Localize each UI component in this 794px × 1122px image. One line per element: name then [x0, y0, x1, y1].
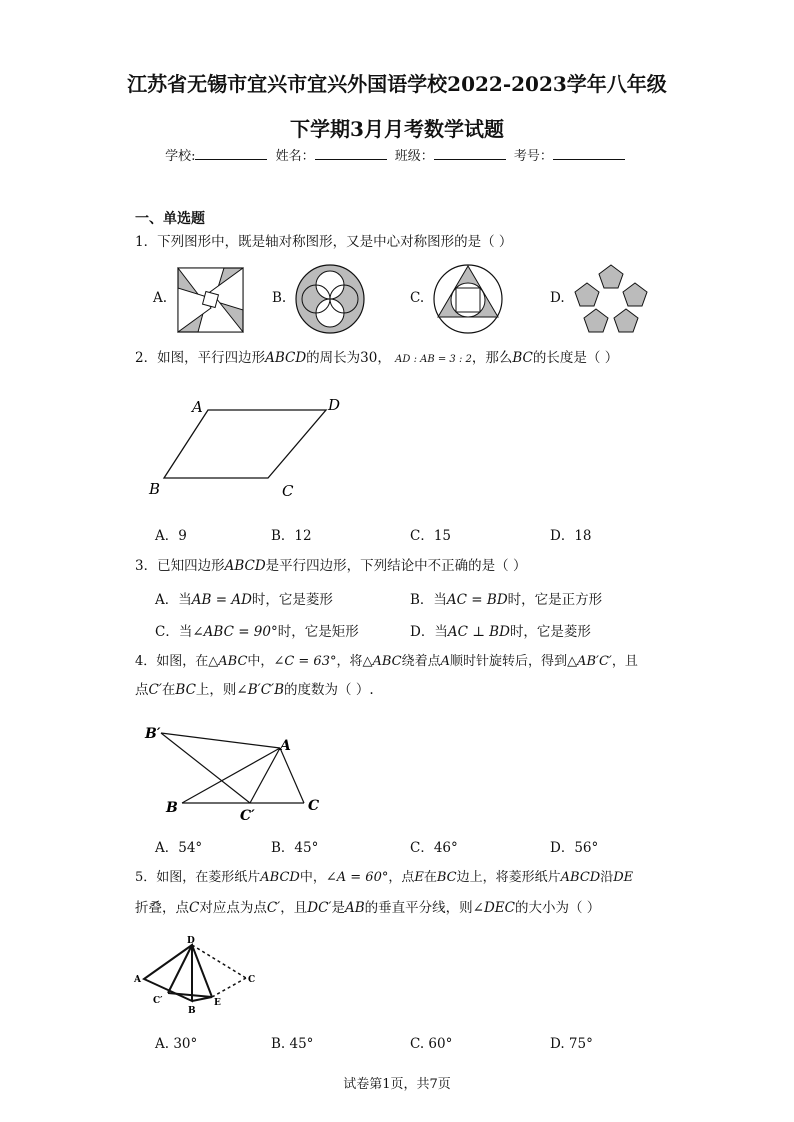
q2-option-d: D．18 — [550, 528, 592, 544]
q5-text: 沿 — [600, 870, 614, 885]
q3-abcd: ABCD — [224, 558, 266, 574]
q5-label-c-prime: C′ — [153, 996, 163, 1006]
q5-text: 折叠，点 — [135, 900, 189, 916]
q2-label-c: C — [282, 482, 294, 500]
q3-stem-part: 3．已知四边形 — [135, 558, 225, 574]
q4-text: ，将 — [336, 654, 363, 669]
q3-option-c — [155, 620, 359, 640]
class-label: 班级： — [394, 149, 434, 164]
q1-option-b-label: B. — [272, 290, 287, 306]
q4-option-c: C．46° — [410, 840, 458, 856]
q4-label-c: C — [308, 798, 320, 814]
q3-option-c-pre: C．当 — [155, 624, 193, 640]
q1-figure-a — [176, 266, 246, 334]
q5-text: 边上，将菱形纸片 — [456, 870, 561, 885]
q5-label-e: E — [214, 998, 221, 1008]
exam-no-label: 考号： — [513, 149, 553, 164]
title-line-1: 江苏省无锡市宜兴市宜兴外国语学校2022-2023学年八年级 — [127, 72, 667, 96]
q5-label-c: C — [248, 975, 256, 985]
q2-stem-part: 的长度是（ ） — [532, 350, 619, 366]
q2-label-a: A — [192, 398, 203, 416]
q4-math: △ABC — [208, 654, 248, 669]
q2-stem — [135, 348, 618, 370]
q5-text: 中， — [299, 870, 326, 885]
q5-math: DE — [613, 870, 634, 885]
q1-option-c-label: C. — [410, 290, 425, 306]
q4-rotation-figure — [140, 718, 340, 826]
q1-option-a-label: A. — [153, 290, 168, 306]
q3-option-c-post: 时，它是矩形 — [277, 624, 359, 640]
q2-bc: BC — [512, 350, 533, 366]
q5-text: ，且 — [280, 900, 308, 916]
q4-text: ，且 — [611, 654, 638, 669]
q5-math: AB — [344, 900, 365, 916]
section-heading: 一、单选题 — [135, 211, 205, 227]
q2-stem-part: ，那么 — [471, 350, 513, 366]
q4-label-c-prime: C′ — [240, 808, 255, 824]
q4-math: ∠B′C′B — [236, 682, 285, 698]
q4-math: △AB′C′ — [567, 654, 612, 669]
q5-label-a: A — [134, 975, 141, 985]
q4-text: 上，则 — [195, 682, 237, 698]
q4-stem-line-2 — [135, 680, 374, 700]
q5-math: ∠A = 60° — [325, 870, 389, 885]
q4-label-b-prime: B′ — [145, 726, 161, 742]
q3-option-b-math: AC = BD — [446, 592, 508, 608]
q5-stem-line-2 — [135, 898, 600, 918]
page-footer: 试卷第1页，共7页 — [343, 1077, 451, 1092]
q2-option-c: C．15 — [410, 528, 452, 544]
q3-option-a-post: 时，它是菱形 — [251, 592, 333, 608]
q4-label-a: A — [280, 738, 291, 754]
q3-option-d-math: AC ⊥ BD — [447, 624, 510, 640]
q2-option-b: B．12 — [271, 528, 312, 544]
q3-option-b-post: 时，它是正方形 — [507, 592, 603, 608]
q3-option-b-pre: B．当 — [410, 592, 447, 608]
q5-text: 的垂直平分线，则 — [364, 900, 473, 916]
q5-option-c: C. 60° — [410, 1036, 453, 1052]
q3-option-a-pre: A．当 — [155, 592, 192, 608]
school-blank — [195, 145, 267, 160]
q5-math: BC — [436, 870, 457, 885]
q5-option-a: A. 30° — [155, 1036, 198, 1052]
q2-parallelogram-figure — [140, 390, 360, 502]
q5-option-b: B. 45° — [271, 1036, 314, 1052]
q5-math: ∠DEC — [472, 900, 515, 916]
q5-option-d: D. 75° — [550, 1036, 593, 1052]
q4-math: BC — [175, 682, 196, 698]
q5-text: 在 — [423, 870, 437, 885]
q4-stem-line-1 — [135, 652, 665, 672]
q5-math: C — [189, 900, 200, 916]
q3-option-c-math: ∠ABC = 90° — [192, 624, 278, 640]
q1-option-d-label: D. — [550, 290, 565, 306]
q4-option-d: D．56° — [550, 840, 599, 856]
q4-math: ∠C = 63° — [273, 654, 337, 669]
q2-label-b: B — [149, 480, 161, 498]
q2-option-a: A．9 — [155, 528, 187, 544]
q5-math: ABCD — [560, 870, 601, 885]
q5-rhombus-figure — [130, 935, 260, 1019]
q2-stem-part: 的周长为30， — [306, 350, 391, 366]
q4-text: 点 — [135, 682, 149, 698]
q5-math: E — [414, 870, 424, 885]
q1-figure-d — [572, 263, 650, 335]
q4-option-a: A．54° — [155, 840, 203, 856]
q1-stem: 1．下列图形中，既是轴对称图形，又是中心对称图形的是（ ） — [135, 234, 513, 250]
q5-stem-line-1 — [135, 868, 665, 888]
q3-option-d — [410, 620, 591, 640]
q4-text: 顺时针旋转后，得到 — [450, 654, 568, 669]
q4-text: 中， — [247, 654, 274, 669]
q3-option-a — [155, 588, 333, 608]
q4-math: △ABC — [362, 654, 402, 669]
q2-label-d: D — [328, 396, 341, 414]
title-line-2: 下学期3月月考数学试题 — [290, 117, 504, 141]
q5-text: 的大小为（ ） — [514, 900, 601, 916]
q3-stem — [135, 556, 526, 576]
q4-label-b: B — [166, 800, 178, 816]
q4-text: 绕着点 — [401, 654, 441, 669]
class-blank — [434, 145, 506, 160]
q3-option-b — [410, 588, 602, 608]
name-label: 姓名： — [275, 149, 315, 164]
q2-stem-part: 2．如图，平行四边形 — [135, 350, 266, 366]
q5-text: 5．如图，在菱形纸片 — [135, 870, 261, 885]
student-info-fields — [0, 145, 794, 164]
q4-text: 在 — [161, 682, 176, 698]
q5-text: 是 — [331, 900, 345, 916]
q1-figure-c — [432, 263, 504, 335]
q2-ratio: AD : AB = 3 : 2 — [395, 354, 472, 365]
exam-no-blank — [553, 145, 625, 160]
q3-option-d-pre: D．当 — [410, 624, 448, 640]
name-blank — [315, 145, 387, 160]
q3-option-a-math: AB = AD — [191, 592, 252, 608]
q5-text: 对应点为点 — [199, 900, 267, 916]
q4-text: 4．如图，在 — [135, 654, 209, 669]
q5-label-b: B — [188, 1006, 196, 1016]
q5-text: ，点 — [388, 870, 415, 885]
school-label: 学校: — [165, 149, 196, 164]
q5-math: DC′ — [307, 900, 332, 916]
q3-stem-part: 是平行四边形，下列结论中不正确的是（ ） — [265, 558, 527, 574]
q4-math: C′ — [148, 682, 162, 698]
q1-figure-b — [294, 263, 366, 335]
q2-abcd: ABCD — [265, 350, 307, 366]
q4-option-b: B．45° — [271, 840, 319, 856]
q3-option-d-post: 时，它是菱形 — [509, 624, 591, 640]
q5-math: C′ — [266, 900, 281, 916]
q5-math: ABCD — [260, 870, 300, 885]
q4-math: A — [440, 654, 451, 669]
q4-text: 的度数为（ ）. — [284, 682, 374, 698]
q5-label-d: D — [187, 936, 195, 946]
